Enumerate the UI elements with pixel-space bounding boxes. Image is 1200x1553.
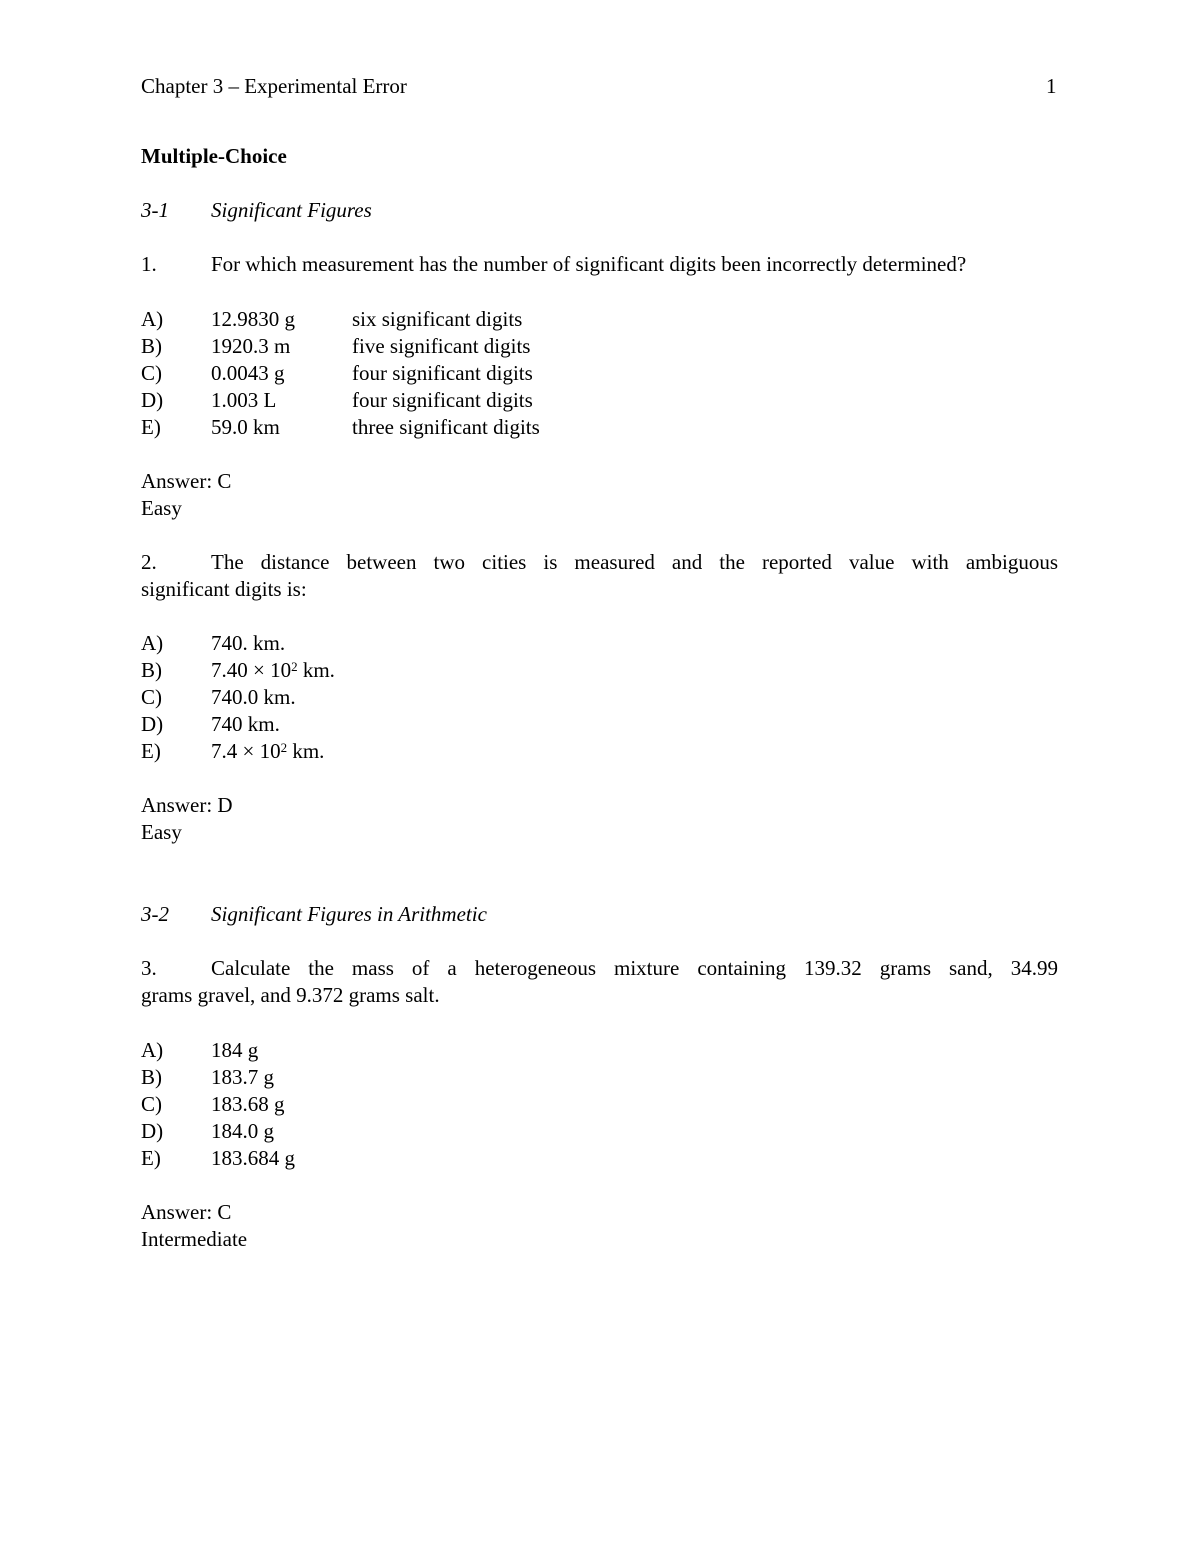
q2-text-line1: The distance between two cities is measured and the reported value with ambiguous bbox=[211, 550, 1058, 574]
q1-option-a-letter: A) bbox=[141, 307, 164, 331]
q1-option-b-desc: five significant digits bbox=[352, 334, 531, 358]
q2-option-a-value: 740. km. bbox=[211, 631, 286, 655]
q2-answer: Answer: D bbox=[141, 793, 233, 817]
q3-text-line2: grams gravel, and 9.372 grams salt. bbox=[141, 983, 440, 1007]
q1-difficulty: Easy bbox=[141, 496, 182, 520]
q2-option-e-value bbox=[211, 738, 324, 765]
q2-text-line2: significant digits is: bbox=[141, 577, 307, 601]
q1-option-d-value: 1.003 L bbox=[211, 388, 277, 412]
q1-option-e-desc: three significant digits bbox=[352, 415, 540, 439]
section-number-3-1: 3-1 bbox=[141, 198, 169, 222]
q1-text: For which measurement has the number of significant digits been incorrectly determined? bbox=[211, 252, 967, 276]
section-title-3-1: Significant Figures bbox=[211, 198, 372, 222]
q2-option-c-letter: C) bbox=[141, 685, 162, 709]
q3-option-e-value: 183.684 g bbox=[211, 1146, 295, 1170]
q2-option-d-letter: D) bbox=[141, 712, 164, 736]
q3-option-c-value: 183.68 g bbox=[211, 1092, 285, 1116]
q2-option-e-unit: km. bbox=[287, 739, 325, 763]
header-title: Chapter 3 – Experimental Error bbox=[141, 74, 407, 98]
q2-option-c-value: 740.0 km. bbox=[211, 685, 296, 709]
q2-number: 2. bbox=[141, 550, 157, 574]
q2-option-e-mantissa: 7.4 × 10 bbox=[211, 739, 281, 763]
q3-option-e-letter: E) bbox=[141, 1146, 161, 1170]
q3-difficulty: Intermediate bbox=[141, 1227, 248, 1251]
page-number: 1 bbox=[1046, 74, 1057, 98]
q1-option-a-value: 12.9830 g bbox=[211, 307, 295, 331]
q2-difficulty: Easy bbox=[141, 820, 182, 844]
section-number-3-2: 3-2 bbox=[141, 902, 169, 926]
q2-option-e-letter: E) bbox=[141, 739, 161, 763]
q3-option-a-value: 184 g bbox=[211, 1038, 259, 1062]
q3-option-c-letter: C) bbox=[141, 1092, 162, 1116]
q1-number: 1. bbox=[141, 252, 157, 276]
q3-option-b-letter: B) bbox=[141, 1065, 162, 1089]
q1-option-d-letter: D) bbox=[141, 388, 164, 412]
q1-option-d-desc: four significant digits bbox=[352, 388, 533, 412]
q2-option-b-value bbox=[211, 657, 335, 684]
q1-option-a-desc: six significant digits bbox=[352, 307, 523, 331]
section-heading: Multiple-Choice bbox=[141, 144, 287, 168]
q2-option-a-letter: A) bbox=[141, 631, 164, 655]
q2-option-b-exponent: 2 bbox=[291, 659, 298, 674]
section-title-3-2: Significant Figures in Arithmetic bbox=[211, 902, 487, 926]
q3-option-a-letter: A) bbox=[141, 1038, 164, 1062]
q2-option-b-letter: B) bbox=[141, 658, 162, 682]
q1-option-e-letter: E) bbox=[141, 415, 161, 439]
q3-option-b-value: 183.7 g bbox=[211, 1065, 274, 1089]
q2-option-d-value: 740 km. bbox=[211, 712, 280, 736]
q1-option-c-desc: four significant digits bbox=[352, 361, 533, 385]
q1-option-b-letter: B) bbox=[141, 334, 162, 358]
q3-answer: Answer: C bbox=[141, 1200, 232, 1224]
q1-option-c-value: 0.0043 g bbox=[211, 361, 285, 385]
q3-option-d-value: 184.0 g bbox=[211, 1119, 274, 1143]
q1-answer: Answer: C bbox=[141, 469, 232, 493]
q3-number: 3. bbox=[141, 956, 157, 980]
q1-option-e-value: 59.0 km bbox=[211, 415, 280, 439]
q3-text-line1: Calculate the mass of a heterogeneous mixture containing 139.32 grams sand, 34.99 bbox=[211, 956, 1058, 980]
q2-option-e-exponent: 2 bbox=[280, 740, 288, 755]
q1-option-b-value: 1920.3 m bbox=[211, 334, 291, 358]
q2-option-b-unit: km. bbox=[297, 658, 335, 682]
q2-option-b-mantissa: 7.40 × 10 bbox=[211, 658, 292, 682]
q3-option-d-letter: D) bbox=[141, 1119, 164, 1143]
q1-option-c-letter: C) bbox=[141, 361, 162, 385]
